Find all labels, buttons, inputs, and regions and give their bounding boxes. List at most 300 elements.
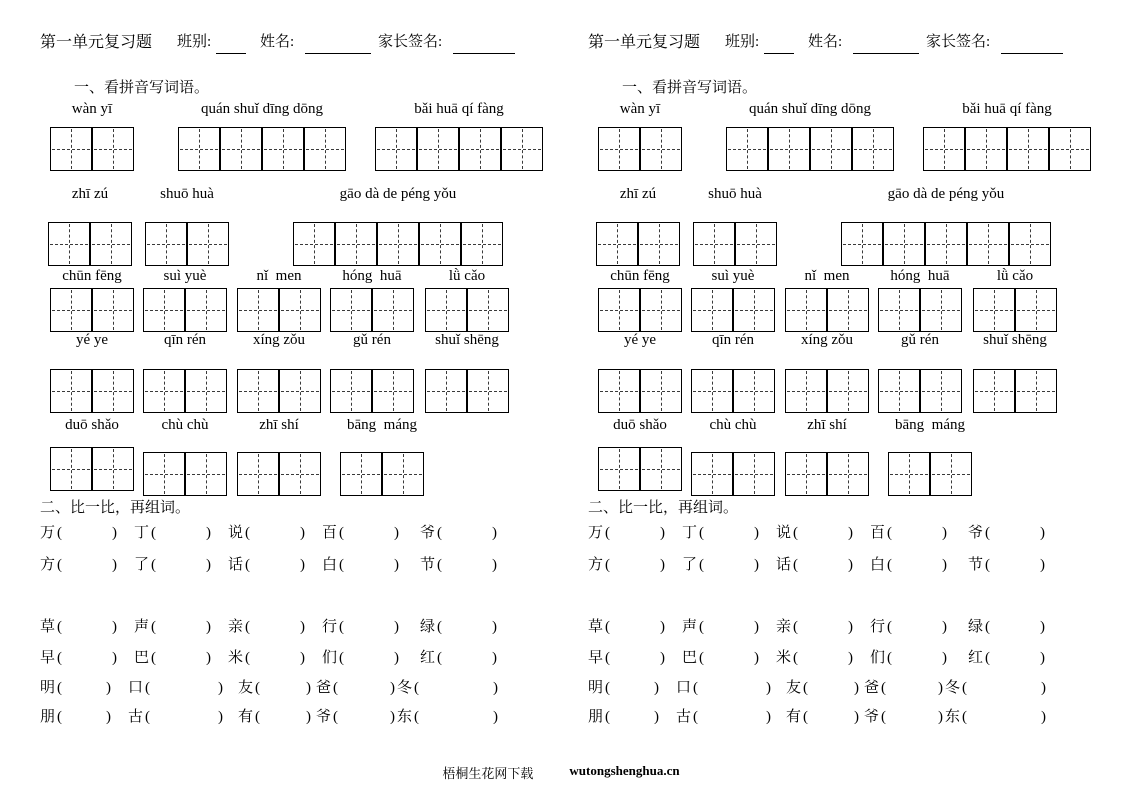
- answer-blank: [64, 690, 104, 692]
- paren-open-mark: (: [245, 557, 251, 573]
- writing-grid-cell: [92, 447, 134, 491]
- answer-blank: [706, 567, 752, 569]
- compare-word-item: [870, 556, 949, 576]
- hanzi-character: 红: [420, 650, 436, 666]
- compare-word-item: [676, 708, 773, 728]
- hanzi-character: 爸: [316, 680, 332, 696]
- writing-grid-cell: [883, 222, 925, 266]
- hanzi-character: 万: [40, 525, 56, 541]
- pinyin-label: xíng zǒu: [252, 332, 306, 348]
- writing-grid-cell: [279, 288, 321, 332]
- writing-grid-cell: [733, 369, 775, 413]
- answer-blank: [64, 719, 104, 721]
- writing-grid-group: [598, 288, 682, 332]
- hanzi-character: 巴: [682, 650, 698, 666]
- compare-word-item: [322, 524, 401, 544]
- paren-close-mark: ): [306, 680, 312, 696]
- paren-close-mark: ): [848, 650, 854, 666]
- writing-grid-cell: [143, 452, 185, 496]
- writing-grid-group: [691, 288, 775, 332]
- writing-grid-cell: [967, 222, 1009, 266]
- writing-grid-group: [143, 452, 227, 496]
- paren-open-mark: (: [245, 650, 251, 666]
- writing-grid-group: [598, 369, 682, 413]
- paren-close-mark: ): [206, 525, 212, 541]
- answer-blank: [706, 535, 752, 537]
- class-field-label: 班别:: [725, 34, 760, 50]
- compare-word-item: [228, 649, 307, 669]
- writing-grid-cell: [640, 369, 682, 413]
- pinyin-label: gǔ rén: [353, 332, 391, 348]
- writing-grid-cell: [425, 288, 467, 332]
- writing-grid-group: [330, 288, 414, 332]
- writing-grid-cell: [50, 127, 92, 171]
- paren-close-mark: ): [848, 525, 854, 541]
- hanzi-character: 草: [588, 619, 604, 635]
- paren-close-mark: ): [1040, 619, 1046, 635]
- compare-word-item: [134, 618, 213, 638]
- writing-grid-cell: [640, 288, 682, 332]
- writing-grid-cell: [467, 288, 509, 332]
- hanzi-character: 们: [322, 650, 338, 666]
- writing-grid-cell: [733, 452, 775, 496]
- writing-grid-cell: [598, 447, 640, 491]
- paren-close-mark: ): [394, 557, 400, 573]
- paren-close-mark: ): [300, 619, 306, 635]
- pinyin-label: bāng máng: [895, 417, 965, 433]
- answer-blank: [992, 535, 1038, 537]
- hanzi-character: 亲: [228, 619, 244, 635]
- hanzi-character: 了: [134, 557, 150, 573]
- compare-word-item: [588, 679, 661, 699]
- compare-word-item: [397, 708, 500, 728]
- pinyin-label: zhī zú: [71, 186, 109, 202]
- compare-word-item: [40, 556, 119, 576]
- paren-close-mark: ): [754, 619, 760, 635]
- paren-close-mark: ): [300, 557, 306, 573]
- writing-grid-cell: [923, 127, 965, 171]
- pinyin-label: gāo dà de péng yǒu: [887, 186, 1005, 202]
- paren-close-mark: ): [754, 557, 760, 573]
- paren-close-mark: ): [394, 525, 400, 541]
- parent-signature-blank-line: [1001, 36, 1063, 54]
- compare-word-item: [134, 649, 213, 669]
- paren-close-mark: ): [848, 557, 854, 573]
- writing-grid-cell: [461, 222, 503, 266]
- pinyin-label: duō shǎo: [65, 417, 119, 433]
- paren-close-mark: ): [754, 525, 760, 541]
- hanzi-character: 丁: [682, 525, 698, 541]
- writing-grid-cell: [330, 369, 372, 413]
- compare-word-item: [864, 679, 945, 699]
- compare-word-item: [228, 524, 307, 544]
- answer-blank: [969, 719, 1039, 721]
- paren-close-mark: ): [766, 709, 772, 725]
- answer-blank: [158, 535, 204, 537]
- answer-blank: [444, 567, 490, 569]
- writing-grid-cell: [925, 222, 967, 266]
- writing-grid-cell: [810, 127, 852, 171]
- hanzi-character: 声: [682, 619, 698, 635]
- pinyin-label: chù chù: [709, 417, 757, 433]
- writing-grid-group: [691, 369, 775, 413]
- writing-grid-group: [237, 452, 321, 496]
- pinyin-label: suì yuè: [711, 268, 755, 284]
- writing-grid-cell: [598, 369, 640, 413]
- writing-grid-group: [143, 369, 227, 413]
- paren-close-mark: ): [206, 557, 212, 573]
- writing-grid-group: [143, 288, 227, 332]
- pinyin-label: shuǐ shēng: [983, 332, 1047, 348]
- paren-close-mark: ): [492, 557, 498, 573]
- answer-blank: [158, 567, 204, 569]
- writing-grid-group: [923, 127, 1091, 171]
- paren-open-mark: (: [57, 557, 63, 573]
- writing-grid-cell: [372, 369, 414, 413]
- writing-grid-cell: [425, 369, 467, 413]
- paren-open-mark: (: [793, 557, 799, 573]
- paren-open-mark: (: [985, 619, 991, 635]
- writing-grid-cell: [930, 452, 972, 496]
- paren-open-mark: (: [255, 680, 261, 696]
- pinyin-label: duō shǎo: [613, 417, 667, 433]
- writing-grid-cell: [335, 222, 377, 266]
- hanzi-character: 话: [228, 557, 244, 573]
- paren-close-mark: ): [493, 709, 499, 725]
- answer-blank: [421, 690, 491, 692]
- pinyin-label: bāng máng: [347, 417, 417, 433]
- writing-grid-cell: [878, 369, 920, 413]
- pinyin-label: chūn fēng: [610, 268, 670, 284]
- writing-grid-group: [425, 369, 509, 413]
- hanzi-character: 口: [128, 680, 144, 696]
- compare-word-item: [40, 708, 113, 728]
- paren-open-mark: (: [605, 709, 611, 725]
- writing-grid-cell: [237, 369, 279, 413]
- compare-word-item: [397, 679, 500, 699]
- answer-blank: [894, 660, 940, 662]
- writing-grid-cell: [372, 288, 414, 332]
- writing-grid-cell: [785, 288, 827, 332]
- pinyin-label: wàn yī: [71, 101, 113, 117]
- compare-word-item: [322, 556, 401, 576]
- hanzi-character: 爸: [864, 680, 880, 696]
- writing-grid-group: [973, 288, 1057, 332]
- answer-blank: [700, 719, 764, 721]
- compare-word-item: [322, 618, 401, 638]
- worksheet-copy-right: [588, 0, 1100, 793]
- answer-blank: [64, 567, 110, 569]
- hanzi-character: 爷: [968, 525, 984, 541]
- answer-blank: [706, 660, 752, 662]
- writing-grid-group: [145, 222, 229, 266]
- worksheet-copy-left: [40, 0, 552, 793]
- compare-word-item: [870, 524, 949, 544]
- paren-open-mark: (: [339, 619, 345, 635]
- compare-word-item: [968, 556, 1047, 576]
- writing-grid-group: [973, 369, 1057, 413]
- writing-grid-cell: [920, 369, 962, 413]
- name-blank-line: [853, 36, 919, 54]
- answer-blank: [346, 535, 392, 537]
- answer-blank: [252, 629, 298, 631]
- compare-word-item: [238, 679, 313, 699]
- paren-open-mark: (: [793, 619, 799, 635]
- answer-blank: [894, 629, 940, 631]
- hanzi-character: 亲: [776, 619, 792, 635]
- hanzi-character: 早: [40, 650, 56, 666]
- writing-grid-group: [50, 288, 134, 332]
- writing-grid-cell: [145, 222, 187, 266]
- answer-blank: [252, 660, 298, 662]
- writing-grid-cell: [50, 288, 92, 332]
- paren-open-mark: (: [333, 680, 339, 696]
- class-blank-line: [764, 36, 794, 54]
- answer-blank: [444, 535, 490, 537]
- answer-blank: [700, 690, 764, 692]
- writing-grid-cell: [785, 369, 827, 413]
- writing-grid-group: [785, 369, 869, 413]
- paren-close-mark: ): [660, 650, 666, 666]
- writing-grid-cell: [330, 288, 372, 332]
- pinyin-label: shuǐ shēng: [435, 332, 499, 348]
- paren-close-mark: ): [390, 680, 396, 696]
- writing-grid-group: [293, 222, 503, 266]
- hanzi-character: 们: [870, 650, 886, 666]
- paren-open-mark: (: [255, 709, 261, 725]
- answer-blank: [810, 690, 852, 692]
- hanzi-character: 冬: [397, 680, 413, 696]
- paren-open-mark: (: [339, 557, 345, 573]
- paren-open-mark: (: [605, 525, 611, 541]
- writing-grid-group: [596, 222, 680, 266]
- paren-close-mark: ): [492, 525, 498, 541]
- compare-word-item: [588, 618, 667, 638]
- paren-close-mark: ): [754, 650, 760, 666]
- answer-blank: [800, 660, 846, 662]
- paren-open-mark: (: [605, 650, 611, 666]
- compare-word-item: [682, 649, 761, 669]
- pinyin-label: shuō huà: [160, 186, 214, 202]
- answer-blank: [444, 660, 490, 662]
- compare-word-item: [776, 649, 855, 669]
- writing-grid-cell: [726, 127, 768, 171]
- writing-grid-group: [841, 222, 1051, 266]
- compare-word-item: [786, 679, 861, 699]
- answer-blank: [340, 719, 388, 721]
- hanzi-character: 爷: [864, 709, 880, 725]
- class-field-label: 班别:: [177, 34, 212, 50]
- writing-grid-cell: [598, 288, 640, 332]
- answer-blank: [346, 629, 392, 631]
- hanzi-character: 万: [588, 525, 604, 541]
- compare-word-item: [682, 556, 761, 576]
- compare-word-item: [776, 618, 855, 638]
- paren-close-mark: ): [218, 680, 224, 696]
- paren-open-mark: (: [145, 680, 151, 696]
- paren-open-mark: (: [693, 709, 699, 725]
- writing-grid-cell: [185, 369, 227, 413]
- hanzi-character: 巴: [134, 650, 150, 666]
- pinyin-label: qīn rén: [711, 332, 755, 348]
- paren-open-mark: (: [985, 525, 991, 541]
- answer-blank: [992, 567, 1038, 569]
- pinyin-label: quán shuǐ dīng dōng: [748, 101, 872, 117]
- answer-blank: [612, 535, 658, 537]
- hanzi-character: 白: [322, 557, 338, 573]
- pinyin-label: bǎi huā qí fàng: [962, 101, 1052, 117]
- paren-open-mark: (: [151, 650, 157, 666]
- paren-close-mark: ): [938, 680, 944, 696]
- paren-close-mark: ): [654, 709, 660, 725]
- section2-heading: 二、比一比，再组词。: [588, 500, 739, 516]
- compare-word-item: [588, 524, 667, 544]
- pinyin-label: zhī zú: [619, 186, 657, 202]
- paren-close-mark: ): [1040, 525, 1046, 541]
- writing-grid-cell: [920, 288, 962, 332]
- writing-grid-cell: [459, 127, 501, 171]
- paren-open-mark: (: [699, 650, 705, 666]
- writing-grid-group: [598, 447, 682, 491]
- answer-blank: [800, 535, 846, 537]
- paren-close-mark: ): [654, 680, 660, 696]
- hanzi-character: 方: [40, 557, 56, 573]
- compare-word-item: [420, 556, 499, 576]
- paren-open-mark: (: [793, 650, 799, 666]
- writing-grid-cell: [596, 222, 638, 266]
- writing-grid-cell: [691, 369, 733, 413]
- paren-close-mark: ): [206, 650, 212, 666]
- paren-close-mark: ): [942, 619, 948, 635]
- name-blank-line: [305, 36, 371, 54]
- answer-blank: [612, 660, 658, 662]
- pinyin-label: yé ye: [75, 332, 109, 348]
- pinyin-label: chù chù: [161, 417, 209, 433]
- paren-open-mark: (: [333, 709, 339, 725]
- compare-word-item: [588, 708, 661, 728]
- answer-blank: [992, 660, 1038, 662]
- paren-open-mark: (: [803, 709, 809, 725]
- parent-signature-field-label: 家长签名:: [378, 34, 443, 50]
- hanzi-character: 朋: [40, 709, 56, 725]
- writing-grid-group: [50, 447, 134, 491]
- compare-word-item: [870, 649, 949, 669]
- paren-close-mark: ): [1040, 650, 1046, 666]
- writing-grid-cell: [50, 447, 92, 491]
- paren-close-mark: ): [112, 650, 118, 666]
- writing-grid-cell: [178, 127, 220, 171]
- paren-open-mark: (: [245, 619, 251, 635]
- hanzi-character: 东: [397, 709, 413, 725]
- answer-blank: [706, 629, 752, 631]
- compare-word-item: [588, 556, 667, 576]
- writing-grid-cell: [841, 222, 883, 266]
- paren-open-mark: (: [57, 525, 63, 541]
- pinyin-label: zhī shí: [259, 417, 299, 433]
- paren-open-mark: (: [887, 619, 893, 635]
- pinyin-label: shuō huà: [708, 186, 762, 202]
- compare-word-item: [968, 524, 1047, 544]
- paren-close-mark: ): [1040, 557, 1046, 573]
- page-footer: [0, 763, 1122, 782]
- paren-open-mark: (: [437, 525, 443, 541]
- writing-grid-cell: [377, 222, 419, 266]
- pinyin-label: gǔ rén: [901, 332, 939, 348]
- paren-open-mark: (: [693, 680, 699, 696]
- writing-grid-cell: [965, 127, 1007, 171]
- paren-open-mark: (: [414, 709, 420, 725]
- answer-blank: [252, 567, 298, 569]
- compare-word-item: [588, 649, 667, 669]
- writing-grid-cell: [340, 452, 382, 496]
- writing-grid-cell: [293, 222, 335, 266]
- paren-close-mark: ): [394, 650, 400, 666]
- compare-word-item: [968, 649, 1047, 669]
- writing-grid-cell: [143, 288, 185, 332]
- parent-signature-field-label: 家长签名:: [926, 34, 991, 50]
- answer-blank: [810, 719, 852, 721]
- hanzi-character: 明: [588, 680, 604, 696]
- writing-grid-cell: [1007, 127, 1049, 171]
- paren-open-mark: (: [793, 525, 799, 541]
- paren-open-mark: (: [887, 557, 893, 573]
- writing-grid-cell: [417, 127, 459, 171]
- compare-word-item: [776, 556, 855, 576]
- pinyin-label: quán shuǐ dīng dōng: [200, 101, 324, 117]
- compare-word-item: [316, 679, 397, 699]
- answer-blank: [152, 690, 216, 692]
- paren-close-mark: ): [306, 709, 312, 725]
- writing-grid-group: [726, 127, 894, 171]
- writing-grid-group: [425, 288, 509, 332]
- answer-blank: [969, 690, 1039, 692]
- hanzi-character: 节: [968, 557, 984, 573]
- pinyin-label: qīn rén: [163, 332, 207, 348]
- pinyin-label: chūn fēng: [62, 268, 122, 284]
- writing-grid-group: [693, 222, 777, 266]
- writing-grid-cell: [1049, 127, 1091, 171]
- writing-grid-cell: [1015, 369, 1057, 413]
- compare-word-item: [420, 524, 499, 544]
- writing-grid-cell: [90, 222, 132, 266]
- hanzi-character: 方: [588, 557, 604, 573]
- compare-word-item: [134, 556, 213, 576]
- paren-close-mark: ): [106, 680, 112, 696]
- compare-word-item: [316, 708, 397, 728]
- writing-grid-cell: [785, 452, 827, 496]
- paren-close-mark: ): [300, 525, 306, 541]
- answer-blank: [64, 660, 110, 662]
- hanzi-character: 百: [322, 525, 338, 541]
- answer-blank: [64, 629, 110, 631]
- pinyin-label: yé ye: [623, 332, 657, 348]
- pinyin-label: hóng huā: [342, 268, 402, 284]
- writing-grid-cell: [185, 452, 227, 496]
- compare-word-item: [968, 618, 1047, 638]
- writing-grid-group: [237, 288, 321, 332]
- paren-open-mark: (: [151, 525, 157, 541]
- writing-grid-cell: [237, 452, 279, 496]
- writing-grid-cell: [50, 369, 92, 413]
- writing-grid-group: [691, 452, 775, 496]
- answer-blank: [612, 719, 652, 721]
- paren-open-mark: (: [881, 709, 887, 725]
- writing-grid-cell: [640, 127, 682, 171]
- paren-close-mark: ): [1041, 680, 1047, 696]
- pinyin-label: xíng zǒu: [800, 332, 854, 348]
- writing-grid-cell: [768, 127, 810, 171]
- paren-open-mark: (: [985, 650, 991, 666]
